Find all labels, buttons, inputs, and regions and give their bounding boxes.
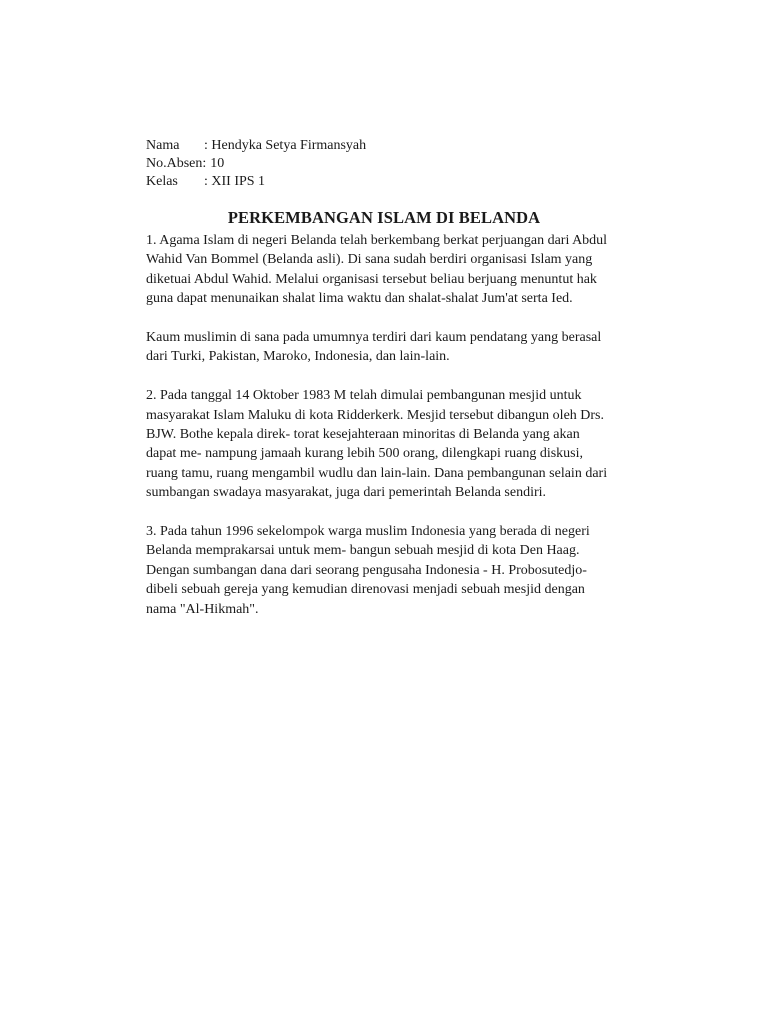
text-line: 1. Agama Islam di negeri Belanda telah berkembang berkat perjuangan dari Abdul [146,233,608,248]
text-line: Dengan sumbangan dana dari seorang pengusaha Indonesia - H. Probosutedjo- [146,562,587,578]
text-line: BJW. Bothe kepala direk- torat kesejahteraan minoritas di Belanda yang akan [146,427,580,443]
text-line: dari Turki, Pakistan, Maroko, Indonesia, dan lain-lain. [146,349,450,365]
text-line: ruang tamu, ruang mengambil wudlu dan lain-lain. Dana pembangunan selain dari [146,465,608,481]
paragraph-1 [146,231,607,309]
absen-label: No.Absen: [146,156,207,171]
name-value: : Hendyka Setya Firmansyah [204,138,367,153]
document-title: PERKEMBANGAN ISLAM DI BELANDA [227,208,541,227]
name-label: Nama [146,138,180,153]
text-line: 3. Pada tahun 1996 sekelompok warga muslim Indonesia yang berada di negeri [146,524,590,540]
text-line: Belanda memprakarsai untuk mem- bangun sebuah mesjid di kota Den Haag. [146,543,580,559]
paragraph-2 [146,328,607,367]
kelas-label: Kelas [146,174,178,189]
text-line: Kaum muslimin di sana pada umumnya terdiri dari kaum pendatang yang berasal [146,330,602,346]
text-line: Wahid Van Bommel (Belanda asli). Di sana sudah berdiri organisasi Islam yang [146,252,593,268]
student-info [146,137,366,191]
text-line: nama "Al-Hikmah". [146,601,259,617]
text-line: diketuai Abdul Wahid. Melalui organisasi tersebut beliau berjuang menuntut hak [146,271,597,287]
text-line: dapat me- nampung jamaah kurang lebih 500 orang, dilengkapi ruang diskusi, [146,446,584,462]
paragraph-3 [146,386,607,502]
document-body [146,231,607,619]
kelas-row [146,173,366,191]
paragraph-4 [146,522,607,619]
text-line: sumbangan swadaya masyarakat, juga dari pemerintah Belanda sendiri. [146,485,547,501]
text-line: masyarakat Islam Maluku di kota Ridderkerk. Mesjid tersebut dibangun oleh Drs. [146,407,605,423]
absen-row [146,155,366,173]
absen-value: 10 [210,156,225,171]
text-line: dibeli sebuah gereja yang kemudian direnovasi menjadi sebuah mesjid dengan [146,582,585,598]
kelas-value: : XII IPS 1 [204,174,266,189]
text-line: 2. Pada tanggal 14 Oktober 1983 M telah dimulai pembangunan mesjid untuk [146,388,582,404]
name-row [146,137,366,155]
text-line: guna dapat menunaikan shalat lima waktu dan shalat-shalat Jum'at serta Ied. [146,291,573,307]
